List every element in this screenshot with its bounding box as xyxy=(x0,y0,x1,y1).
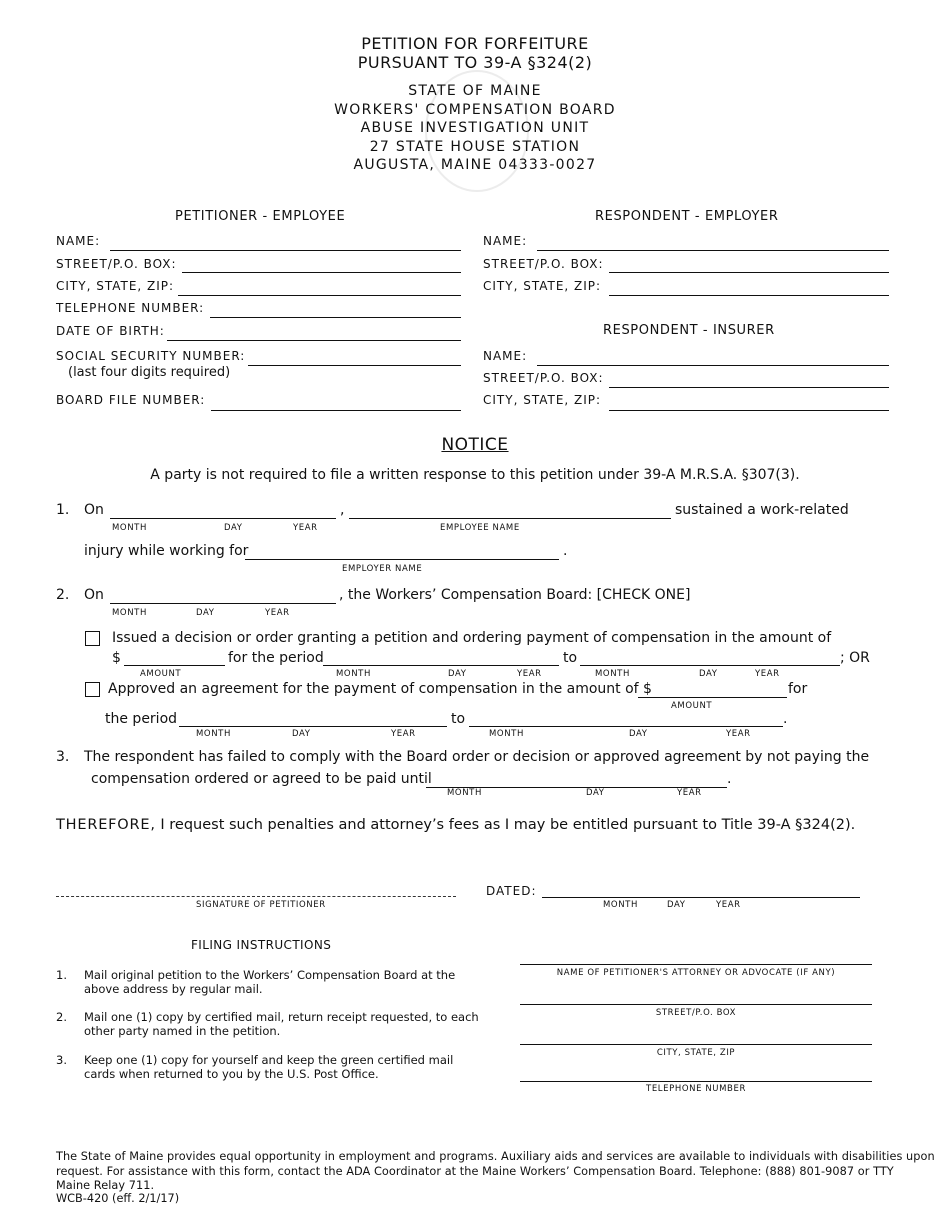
petitioner-ssn-field[interactable] xyxy=(248,365,461,366)
option2-month-caption: MONTH xyxy=(196,729,231,739)
option2-the-period: the period xyxy=(105,711,178,727)
employer-heading: RESPONDENT - EMPLOYER xyxy=(595,209,779,224)
signature-caption: SIGNATURE OF PETITIONER xyxy=(196,900,326,910)
item2-board-text: , the Workers’ Compensation Board: [CHECK ONE] xyxy=(339,587,691,603)
option1-to-day-caption: DAY xyxy=(699,669,718,679)
option2-checkbox[interactable] xyxy=(85,682,100,697)
insurer-name-field[interactable] xyxy=(537,365,889,366)
option2-to: to xyxy=(451,711,466,727)
option2-end-date-field[interactable] xyxy=(469,726,783,727)
option2-period: . xyxy=(783,711,788,727)
item3-line2: compensation ordered or agreed to be paid until xyxy=(91,771,432,787)
petitioner-ssn-note: (last four digits required) xyxy=(68,365,231,380)
attorney-street-field[interactable] xyxy=(520,1004,872,1005)
petitioner-name-label: NAME: xyxy=(56,234,101,248)
attorney-phone-caption: TELEPHONE NUMBER xyxy=(646,1084,746,1094)
employer-street-field[interactable] xyxy=(609,272,889,273)
insurer-name-label: NAME: xyxy=(483,349,528,363)
notice-text: A party is not required to file a written response to this petition under 39-A M.R.S.A. §307(3). xyxy=(150,467,800,483)
attorney-name-caption: NAME OF PETITIONER'S ATTORNEY OR ADVOCATE (IF ANY) xyxy=(556,968,836,978)
notice-title xyxy=(0,435,950,455)
item2-day-caption: DAY xyxy=(196,608,215,618)
petitioner-name-field[interactable] xyxy=(110,250,461,251)
filing-item-3-line-1: Keep one (1) copy for yourself and keep the green certified mail xyxy=(84,1053,454,1067)
attorney-city-field[interactable] xyxy=(520,1044,872,1045)
petitioner-dob-label: DATE OF BIRTH: xyxy=(56,324,165,338)
option1-amount-caption: AMOUNT xyxy=(140,669,182,679)
item1-employee-name-caption: EMPLOYEE NAME xyxy=(440,523,520,533)
item1-period: . xyxy=(563,543,568,559)
filing-item-3 xyxy=(84,1053,453,1081)
agency-address xyxy=(0,82,950,175)
option1-to-year-caption: YEAR xyxy=(755,669,780,679)
insurer-street-label: STREET/P.O. BOX: xyxy=(483,371,604,385)
attorney-phone-field[interactable] xyxy=(520,1081,872,1082)
option2-to-month-caption: MONTH xyxy=(489,729,524,739)
therefore-statement xyxy=(56,817,855,833)
dated-year-caption: YEAR xyxy=(716,900,741,910)
signature-field[interactable] xyxy=(56,896,456,897)
attorney-street-caption: STREET/P.O. BOX xyxy=(655,1008,737,1018)
option1-day-caption: DAY xyxy=(448,669,467,679)
item1-employer-name-field[interactable] xyxy=(245,559,559,560)
item1-on: On xyxy=(84,502,104,518)
option2-to-year-caption: YEAR xyxy=(726,729,751,739)
petitioner-board-file-label: BOARD FILE NUMBER: xyxy=(56,393,206,407)
item3-number: 3. xyxy=(56,749,70,765)
item2-month-caption: MONTH xyxy=(112,608,147,618)
item1-date-field[interactable] xyxy=(110,518,336,519)
filing-item-3-line-2: cards when returned to you by the U.S. Post Office. xyxy=(84,1067,379,1081)
item3-day-caption: DAY xyxy=(586,788,605,798)
petitioner-city-field[interactable] xyxy=(178,295,461,296)
option1-start-date-field[interactable] xyxy=(323,665,559,666)
petitioner-heading: PETITIONER - EMPLOYEE xyxy=(175,209,346,224)
item3-line1: The respondent has failed to comply with the Board order or decision or approved agreement by not paying the xyxy=(84,749,870,765)
form-title xyxy=(0,34,950,72)
option1-for-period: for the period xyxy=(228,650,324,666)
insurer-city-label: CITY, STATE, ZIP: xyxy=(483,393,602,407)
agency-board: WORKERS' COMPENSATION BOARD xyxy=(334,101,616,118)
option1-to-month-caption: MONTH xyxy=(595,669,630,679)
agency-unit: ABUSE INVESTIGATION UNIT xyxy=(360,120,590,136)
dated-month-caption: MONTH xyxy=(603,900,638,910)
item2-date-field[interactable] xyxy=(110,603,336,604)
footer-disclaimer xyxy=(56,1150,935,1194)
item1-injury-text: injury while working for xyxy=(84,543,249,559)
option1-checkbox[interactable] xyxy=(85,631,100,646)
option2-to-day-caption: DAY xyxy=(629,729,648,739)
attorney-city-caption: CITY, STATE, ZIP xyxy=(656,1048,736,1058)
therefore-text: I request such penalties and attorney’s fees as I may be entitled pursuant to Title 39-A §324(2). xyxy=(155,817,856,833)
item1-employee-name-field[interactable] xyxy=(349,518,671,519)
option2-for: for xyxy=(788,681,808,697)
petitioner-street-label: STREET/P.O. BOX: xyxy=(56,257,177,271)
filing-heading: FILING INSTRUCTIONS xyxy=(191,938,332,952)
footer-line-1: The State of Maine provides equal opportunity in employment and programs. Auxiliary aids and services are available to individuals with disabilities upon xyxy=(56,1150,935,1163)
employer-name-label: NAME: xyxy=(483,234,528,248)
item1-year-caption: YEAR xyxy=(293,523,318,533)
filing-item-1-number: 1. xyxy=(56,968,67,982)
petitioner-board-file-field[interactable] xyxy=(211,410,461,411)
option1-dollar: $ xyxy=(112,650,121,666)
filing-item-1-line-1: Mail original petition to the Workers’ Compensation Board at the xyxy=(84,968,456,982)
attorney-name-field[interactable] xyxy=(520,964,872,965)
filing-item-2-line-2: other party named in the petition. xyxy=(84,1024,281,1038)
option2-amount-field[interactable] xyxy=(638,697,787,698)
filing-item-2-line-1: Mail one (1) copy by certified mail, return receipt requested, to each xyxy=(84,1010,479,1024)
employer-city-label: CITY, STATE, ZIP: xyxy=(483,279,602,293)
item1-month-caption: MONTH xyxy=(112,523,147,533)
option1-text: Issued a decision or order granting a petition and ordering payment of compensation in the amount of xyxy=(112,630,832,646)
option1-end-date-field[interactable] xyxy=(580,665,840,666)
filing-item-2-number: 2. xyxy=(56,1010,67,1024)
item1-employer-name-caption: EMPLOYER NAME xyxy=(342,564,423,574)
item1-sustained-text: sustained a work-related xyxy=(675,502,849,518)
option2-amount-caption: AMOUNT xyxy=(671,701,713,711)
item1-day-caption: DAY xyxy=(224,523,243,533)
petitioner-street-field[interactable] xyxy=(182,272,461,273)
therefore-lead: THEREFORE, xyxy=(56,817,156,833)
title-line-1: PETITION FOR FORFEITURE xyxy=(361,34,589,53)
petitioner-phone-label: TELEPHONE NUMBER: xyxy=(56,301,205,315)
option2-year-caption: YEAR xyxy=(391,729,416,739)
item3-month-caption: MONTH xyxy=(447,788,482,798)
item3-period: . xyxy=(727,771,732,787)
item1-number: 1. xyxy=(56,502,70,518)
title-line-2: PURSUANT TO 39-A §324(2) xyxy=(357,53,593,72)
footer-line-2: request. For assistance with this form, contact the ADA Coordinator at the Maine Workers’ Compensation Board. Telephone: (888) 801-9087 or TTY xyxy=(56,1164,894,1178)
option2-text: Approved an agreement for the payment of compensation in the amount of $ xyxy=(108,681,652,697)
option2-day-caption: DAY xyxy=(292,729,311,739)
item2-on: On xyxy=(84,587,104,603)
option1-year-caption: YEAR xyxy=(517,669,542,679)
footer-line-3: Maine Relay 711. xyxy=(56,1179,155,1192)
option2-start-date-field[interactable] xyxy=(179,726,447,727)
petitioner-ssn-label: SOCIAL SECURITY NUMBER: xyxy=(56,349,246,363)
insurer-heading: RESPONDENT - INSURER xyxy=(603,323,775,338)
filing-item-1-line-2: above address by regular mail. xyxy=(84,982,263,996)
agency-city: AUGUSTA, MAINE 04333-0027 xyxy=(353,157,597,173)
item2-number: 2. xyxy=(56,587,70,603)
option1-or: ; OR xyxy=(840,650,870,666)
petitioner-phone-field[interactable] xyxy=(210,317,461,318)
option1-amount-field[interactable] xyxy=(124,665,225,666)
notice-title-text: NOTICE xyxy=(441,435,509,455)
filing-item-1 xyxy=(84,968,455,996)
dated-label: DATED: xyxy=(486,884,537,898)
item2-year-caption: YEAR xyxy=(265,608,290,618)
dated-day-caption: DAY xyxy=(667,900,686,910)
employer-city-field[interactable] xyxy=(609,295,889,296)
agency-state: STATE OF MAINE xyxy=(408,83,542,99)
option1-month-caption: MONTH xyxy=(336,669,371,679)
item1-comma: , xyxy=(340,502,345,518)
filing-item-3-number: 3. xyxy=(56,1053,67,1067)
employer-name-field[interactable] xyxy=(537,250,889,251)
filing-item-2 xyxy=(84,1010,479,1038)
agency-street: 27 STATE HOUSE STATION xyxy=(369,138,581,155)
insurer-street-field[interactable] xyxy=(609,387,889,388)
item3-year-caption: YEAR xyxy=(677,788,702,798)
employer-street-label: STREET/P.O. BOX: xyxy=(483,257,604,271)
option1-to: to xyxy=(563,650,578,666)
form-id: WCB-420 (eff. 2/1/17) xyxy=(56,1192,180,1205)
dated-field[interactable] xyxy=(542,897,860,898)
petitioner-dob-field[interactable] xyxy=(167,340,461,341)
petitioner-city-label: CITY, STATE, ZIP: xyxy=(56,279,175,293)
insurer-city-field[interactable] xyxy=(609,410,889,411)
